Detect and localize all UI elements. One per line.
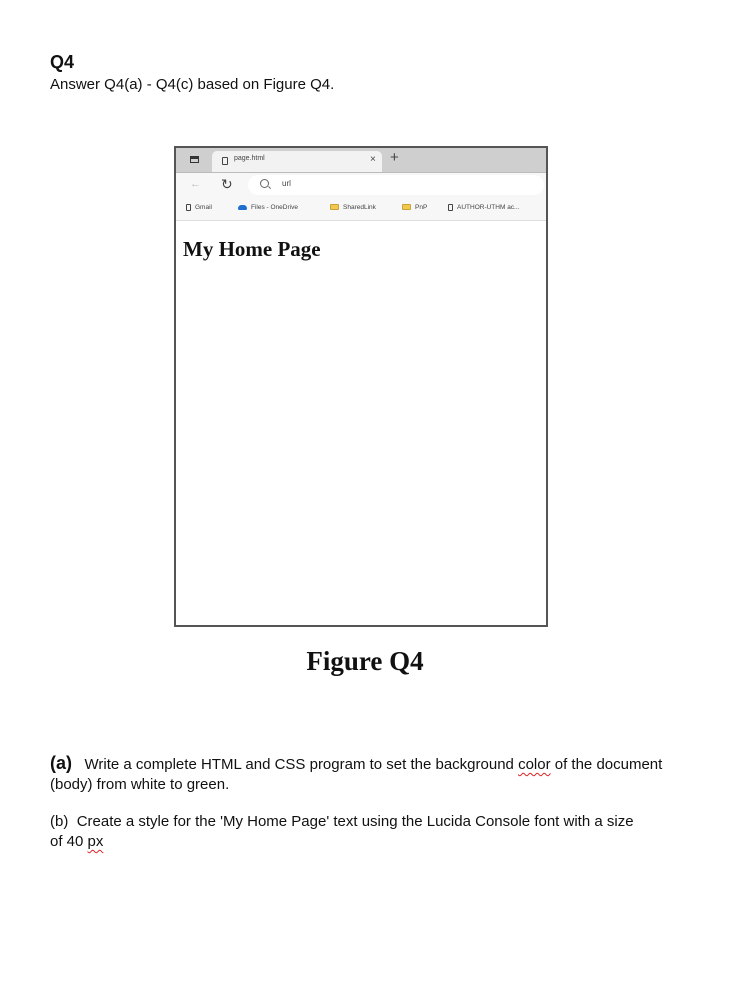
- part-a-text-end: of the document (body) from white to green.: [50, 756, 663, 793]
- new-tab-icon[interactable]: +: [390, 149, 399, 166]
- window-menu-icon[interactable]: [190, 156, 199, 163]
- reload-icon[interactable]: ↻: [221, 176, 233, 192]
- part-a: [50, 753, 680, 795]
- page-icon: [222, 157, 228, 165]
- question-number: Q4: [50, 52, 75, 72]
- question-intro: Answer Q4(a) - Q4(c) based on Figure Q4.: [50, 76, 335, 93]
- address-text: url: [282, 179, 291, 188]
- search-icon: [260, 179, 269, 188]
- browser-tab[interactable]: [212, 151, 382, 172]
- address-bar[interactable]: [248, 175, 544, 195]
- back-arrow-icon[interactable]: ←: [190, 178, 201, 190]
- folder-icon: [402, 204, 411, 210]
- browser-figure: [174, 146, 548, 627]
- spellcheck-word: color: [518, 756, 551, 773]
- part-a-label: (a): [50, 753, 72, 773]
- bookmark-gmail[interactable]: Gmail: [186, 204, 212, 211]
- tab-title: page.html: [234, 155, 265, 162]
- page-icon: [186, 204, 191, 211]
- cloud-icon: [238, 205, 247, 210]
- part-a-text: Write a complete HTML and CSS program to set the background: [84, 756, 514, 773]
- bookmark-sharedlink[interactable]: SharedLink: [330, 204, 376, 211]
- bookmark-author-uthm[interactable]: AUTHOR-UTHM ac...: [448, 204, 519, 211]
- bookmarks-bar: [176, 198, 546, 221]
- page-icon: [448, 204, 453, 211]
- bookmark-pnp[interactable]: PnP: [402, 204, 427, 211]
- close-icon[interactable]: ×: [370, 154, 376, 165]
- part-b: [50, 812, 680, 852]
- spellcheck-word: px: [87, 833, 104, 850]
- bookmark-onedrive[interactable]: Files - OneDrive: [238, 204, 298, 211]
- figure-caption: Figure Q4: [306, 646, 424, 676]
- nav-bar: [176, 173, 546, 198]
- part-b-text: Create a style for the 'My Home Page' text using the Lucida Console font with a size: [76, 813, 634, 830]
- page-heading: My Home Page: [183, 237, 321, 261]
- tab-bar: [176, 148, 546, 173]
- part-b-label: (b): [50, 813, 69, 830]
- folder-icon: [330, 204, 339, 210]
- part-b-text-line2: of 40: [50, 833, 84, 850]
